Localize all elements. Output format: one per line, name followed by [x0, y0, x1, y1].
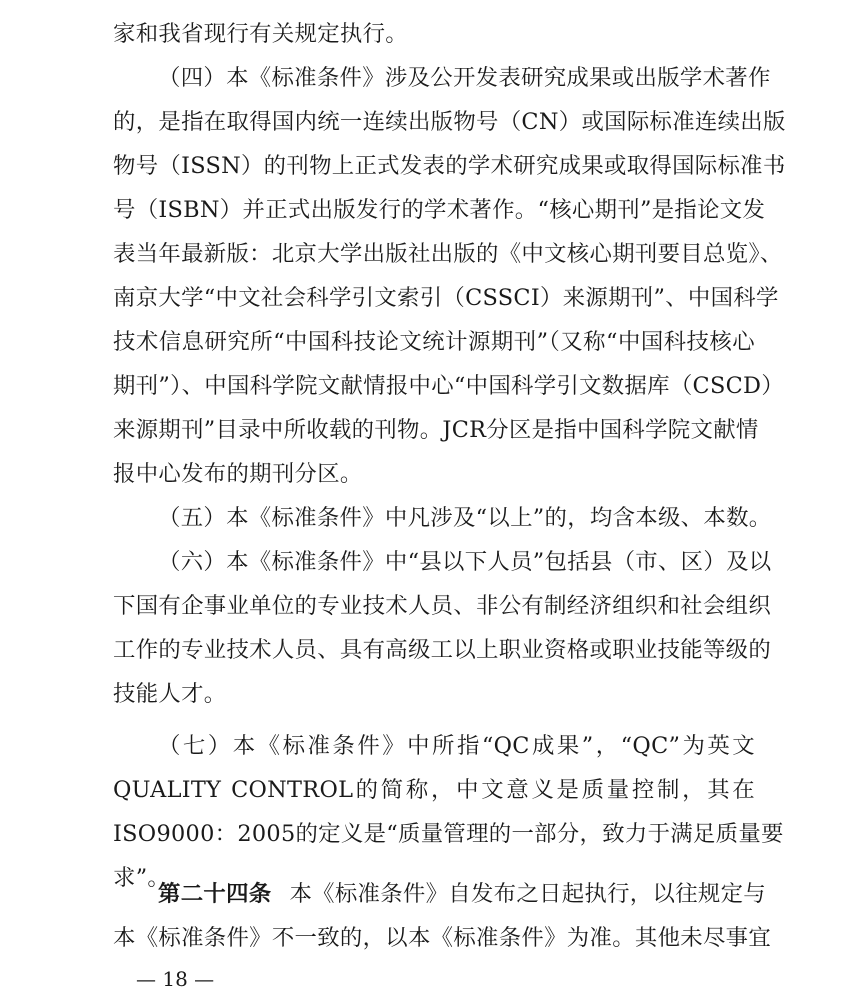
text-line: 号（ISBN）并正式出版发行的学术著作。“核心期刊”是指论文发: [113, 197, 766, 223]
text-line: （七）本《标准条件》中所指“QC成果”，“QC”为英文: [158, 733, 755, 759]
text-line: 物号（ISSN）的刊物上正式发表的学术研究成果或取得国际标准书: [113, 153, 786, 179]
text-line: 的，是指在取得国内统一连续出版物号（CN）或国际标准连续出版: [113, 109, 786, 135]
text-line: QUALITY CONTROL的简称，中文意义是质量控制，其在: [113, 777, 755, 803]
article-heading: 第二十四条: [158, 881, 272, 907]
text-line: 本《标准条件》不一致的，以本《标准条件》为准。其他未尽事宜: [113, 925, 772, 951]
text-line: 表当年最新版：北京大学出版社出版的《中文核心期刊要目总览》、: [113, 241, 783, 267]
text-line: 技能人才。: [113, 681, 227, 707]
text-line: 来源期刊”目录中所收载的刊物。JCR分区是指中国科学院文献情: [113, 417, 759, 443]
text-line: 求”。: [113, 865, 171, 891]
text-line: （四）本《标准条件》涉及公开发表研究成果或出版学术著作: [158, 65, 771, 91]
text-line: 技术信息研究所“中国科技论文统计源期刊”（又称“中国科技核心: [113, 329, 755, 355]
text-line: 工作的专业技术人员、具有高级工以上职业资格或职业技能等级的: [113, 637, 772, 663]
page-number: — 18 —: [136, 967, 215, 991]
text-line: 报中心发布的期刊分区。: [113, 461, 363, 487]
text-line: （六）本《标准条件》中“县以下人员”包括县（市、区）及以: [158, 549, 772, 575]
text-line: 南京大学“中文社会科学引文索引（CSSCI）来源期刊”、中国科学: [113, 285, 779, 311]
text-line: 下国有企事业单位的专业技术人员、非公有制经济组织和社会组织: [113, 593, 772, 619]
text-line: 期刊”）、中国科学院文献情报中心“中国科学引文数据库（CSCD）: [113, 373, 785, 399]
text-line: 家和我省现行有关规定执行。: [113, 21, 408, 47]
article-24-line: [158, 872, 766, 916]
text-line: 本《标准条件》自发布之日起执行，以往规定与: [289, 881, 766, 907]
text-line: ISO9000：2005的定义是“质量管理的一部分，致力于满足质量要: [113, 821, 784, 847]
text-line: （五）本《标准条件》中凡涉及“以上”的，均含本级、本数。: [158, 505, 772, 531]
